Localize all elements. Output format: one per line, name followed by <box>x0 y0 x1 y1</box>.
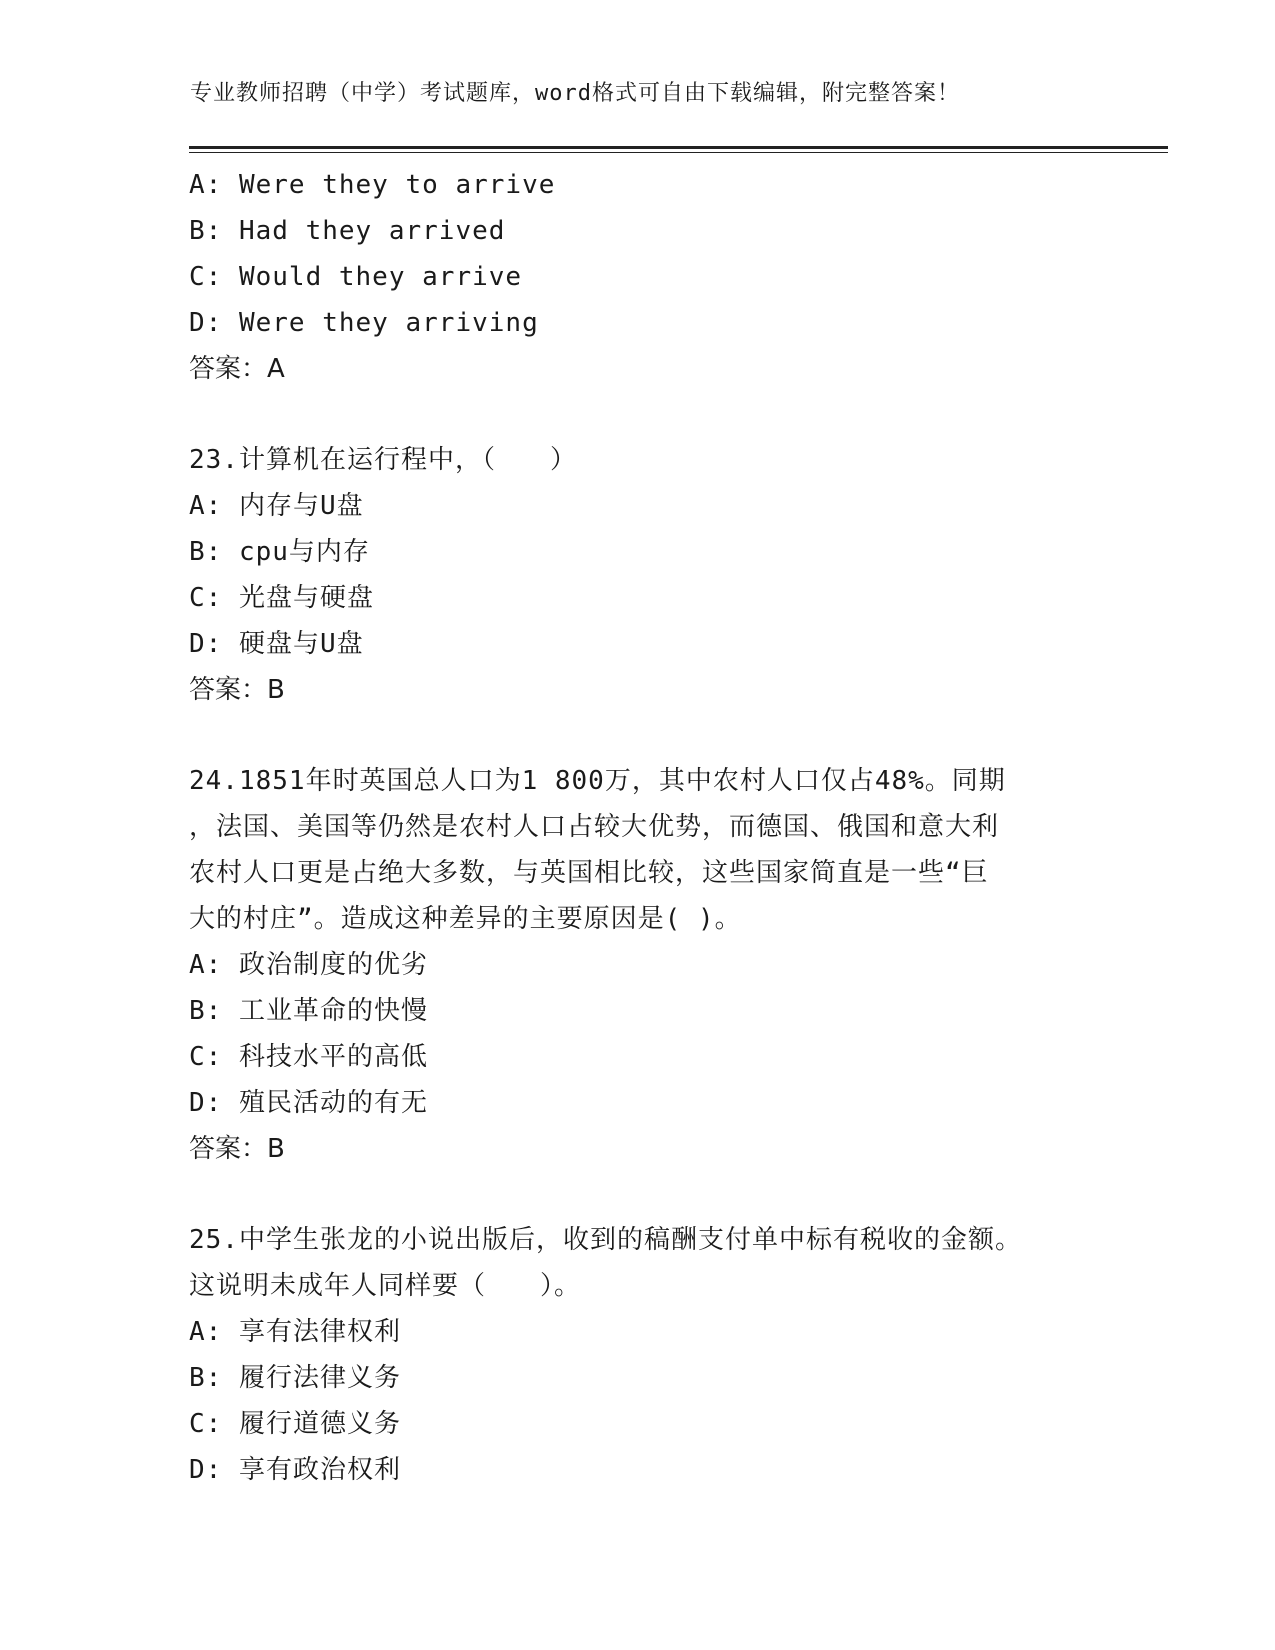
question-text-line-4: 大的村庄”。造成这种差异的主要原因是( )。 <box>189 904 742 934</box>
option-b: B: Had they arrived <box>189 216 506 246</box>
answer: 答案：B <box>189 1134 285 1164</box>
option-d: D: 殖民活动的有无 <box>189 1088 428 1118</box>
question-25 <box>189 1217 1089 1493</box>
question-text-line-1: 25.中学生张龙的小说出版后，收到的稿酬支付单中标有税收的金额。 <box>189 1225 1022 1255</box>
option-d: D: Were they arriving <box>189 308 539 338</box>
option-c: C: 光盘与硬盘 <box>189 583 374 613</box>
header-rule-thick <box>189 146 1168 149</box>
option-c: C: Would they arrive <box>189 262 523 292</box>
question-list <box>189 162 1089 1493</box>
option-a: A: 政治制度的优劣 <box>189 950 428 980</box>
question-text-line-1: 24.1851年时英国总人口为1 800万，其中农村人口仅占48%。同期 <box>189 766 1006 796</box>
question-24 <box>189 758 1089 1172</box>
answer: 答案：A <box>189 354 285 384</box>
page-header: 专业教师招聘（中学）考试题库，word格式可自由下载编辑，附完整答案！ <box>190 81 960 106</box>
question-text-line-3: 农村人口更是占绝大多数，与英国相比较，这些国家简直是一些“巨 <box>189 858 989 888</box>
option-c: C: 履行道德义务 <box>189 1409 401 1439</box>
option-b: B: 工业革命的快慢 <box>189 996 428 1026</box>
option-d: D: 享有政治权利 <box>189 1455 401 1485</box>
option-a: A: 享有法律权利 <box>189 1317 401 1347</box>
option-a: A: 内存与U盘 <box>189 491 364 521</box>
question-23 <box>189 437 1089 713</box>
option-a: A: Were they to arrive <box>189 170 556 200</box>
header-rule-thin <box>189 152 1168 153</box>
question-text-line-2: 这说明未成年人同样要（ ）。 <box>189 1271 582 1301</box>
option-d: D: 硬盘与U盘 <box>189 629 364 659</box>
option-c: C: 科技水平的高低 <box>189 1042 428 1072</box>
option-b: B: cpu与内存 <box>189 537 370 567</box>
question-text-line-2: ，法国、美国等仍然是农村人口占较大优势，而德国、俄国和意大利 <box>189 812 1000 842</box>
question-text: 23.计算机在运行程中，（ ） <box>189 445 577 475</box>
answer: 答案：B <box>189 675 285 705</box>
question-22 <box>189 162 1089 392</box>
option-b: B: 履行法律义务 <box>189 1363 401 1393</box>
